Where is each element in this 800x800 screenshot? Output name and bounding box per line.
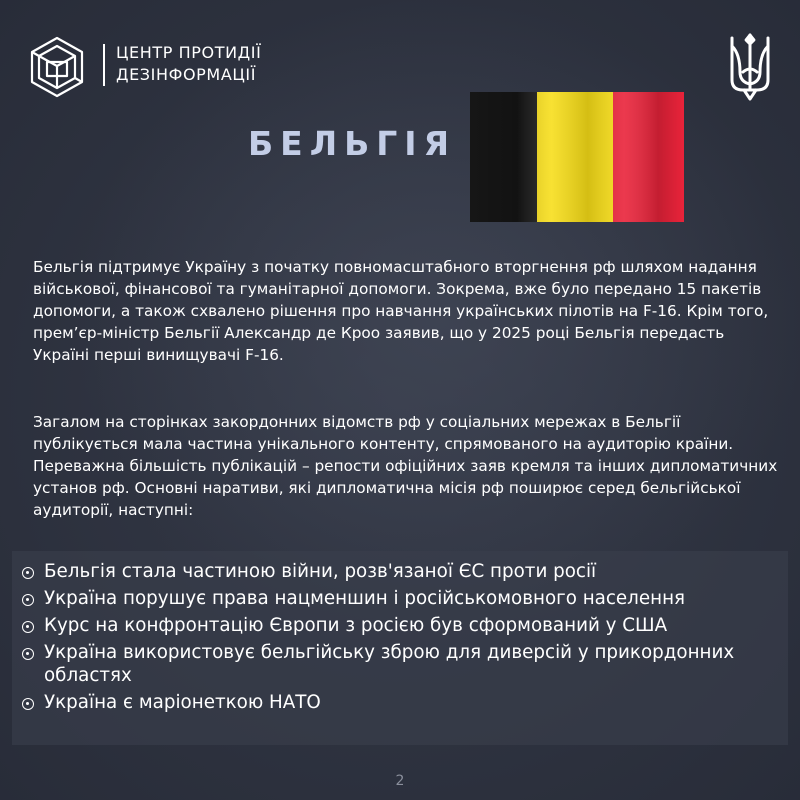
list-item	[22, 641, 792, 687]
country-title: БЕЛЬГІЯ	[248, 124, 456, 163]
bullet-icon	[22, 621, 34, 633]
bullet-icon	[22, 567, 34, 579]
paragraph-narratives-intro: Загалом на сторінках закордонних відомств рф у соціальних мережах в Бельгії публікується мала частина унікального контенту, спрямованого на аудиторію країни. Переважна більшість публікацій – репости офіційних заяв кремля та інших дипломатичних установ рф. Основні наративи, які дипломатична місія рф поширює серед бельгійської аудиторії, наступні:	[33, 413, 778, 519]
narrative-text: Україна є маріонеткою НАТО	[44, 692, 321, 713]
trident-icon	[727, 32, 773, 102]
belgium-flag	[470, 92, 684, 222]
list-item	[22, 614, 792, 637]
organization-name	[116, 42, 261, 86]
organization-name-line-1: ЦЕНТР ПРОТИДІЇ	[116, 43, 262, 62]
paragraph-support: Бельгія підтримує Україну з початку повномасштабного вторгнення рф шляхом надання військової, фінансової та гуманітарної допомоги. Зокрема, вже було передано 15 пакетів допомоги, а також схвалено рішення про навчання українських пілотів на F-16. Крім того, прем’єр-міністр Бельгії Александр де Кроо заявив, що у 2025 році Бельгія передасть Україні перші винищувачі F-16.	[33, 258, 769, 364]
list-item	[22, 691, 792, 714]
organization-name-line-2: ДЕЗІНФОРМАЦІЇ	[116, 65, 257, 84]
narrative-text: Україна порушує права нацменшин і російськомовного населення	[44, 588, 686, 609]
bullet-icon	[22, 594, 34, 606]
narrative-text: Україна використовує бельгійську зброю для диверсій у прикордонних областях	[44, 642, 735, 686]
ccd-logo-icon	[26, 36, 88, 98]
bullet-icon	[22, 648, 34, 660]
logo-divider	[103, 44, 105, 86]
narratives-list	[22, 560, 792, 718]
page-number: 2	[395, 773, 405, 789]
narrative-text: Курс на конфронтацію Європи з росією був сформований у США	[44, 615, 668, 636]
list-item	[22, 587, 792, 610]
narrative-text: Бельгія стала частиною війни, розв'язаної ЄС проти росії	[44, 561, 597, 582]
bullet-icon	[22, 698, 34, 710]
list-item	[22, 560, 792, 583]
